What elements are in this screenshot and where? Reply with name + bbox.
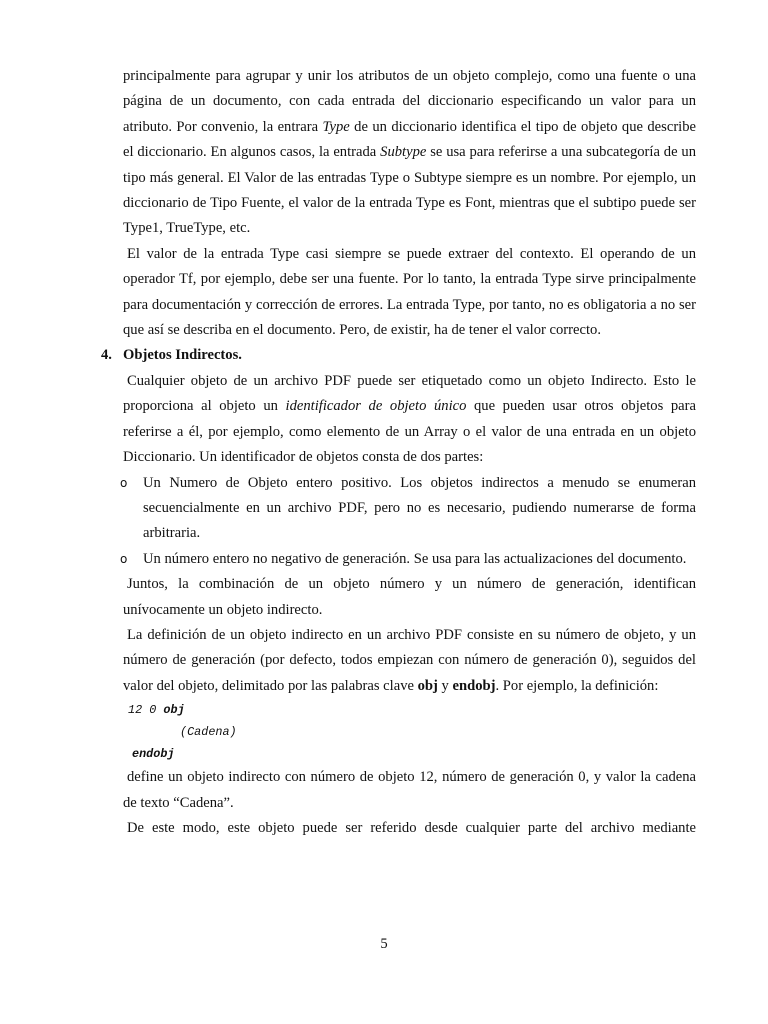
code-example <box>128 699 696 765</box>
code-text: 12 0 <box>128 703 164 718</box>
section-title: Objetos Indirectos. <box>123 347 242 364</box>
list-item-text: Un número entero no negativo de generación. Se usa para las actualizaciones del documento. <box>143 550 687 567</box>
code-text: (Cadena) <box>180 725 237 740</box>
italic-term: Subtype <box>380 144 427 161</box>
text-run: La definición de un objeto indirecto en un archivo PDF consiste en su número de objeto, y un número de generación (por defecto, todos empiezan con número de generación 0), seguidos del valor del objeto, delimitado por las palabras clave <box>123 626 696 694</box>
paragraph-referred: De este modo, este objeto puede ser referido desde cualquier parte del archivo mediante <box>127 819 696 836</box>
bullet-marker: o <box>120 551 128 566</box>
text-run: de un diccionario identifica el tipo de objeto que describe el diccionario. En algunos casos, la entrada <box>123 118 697 161</box>
code-line <box>128 721 696 743</box>
code-keyword: obj <box>163 703 185 718</box>
list-item <box>120 547 696 572</box>
code-line <box>128 743 696 765</box>
section-number: 4. <box>101 347 112 364</box>
bullet-marker: o <box>120 475 128 490</box>
paragraph-combination: Juntos, la combinación de un objeto número y un número de generación, identifican unívocamente un objeto indirecto. <box>123 576 696 618</box>
keyword-endobj: endobj <box>452 677 496 694</box>
text-run: que pueden usar otros objetos para referirse a él, por ejemplo, como elemento de un Array o el valor de una entrada en un objeto Diccionario. Un identificador de objetos consta de dos partes: <box>123 398 696 466</box>
paragraph-indirect-objects <box>123 369 696 471</box>
section-heading <box>101 343 696 368</box>
text-run: . Por ejemplo, la definición: <box>495 677 659 694</box>
paragraph-definition <box>123 623 696 699</box>
italic-term: identificador de objeto único <box>285 398 467 415</box>
keyword-obj: obj <box>417 677 438 694</box>
text-run: y <box>437 677 453 694</box>
list-item-text: Un Numero de Objeto entero positivo. Los objetos indirectos a menudo se enumeran secuencialmente en un archivo PDF, pero no es necesario, pudiendo numerarse de forma arbitraria. <box>143 474 696 542</box>
italic-term: Type <box>322 118 350 135</box>
paragraph-dictionary-types <box>123 64 696 242</box>
text-run: Cualquier objeto de un archivo PDF puede ser etiquetado como un objeto Indirecto. Esto le proporciona al objeto un <box>123 372 696 415</box>
list-item <box>120 471 696 547</box>
text-run: principalmente para agrupar y unir los atributos de un objeto complejo, como una fuente o una página de un documento, con cada entrada del diccionario especificando un valor para un atributo. Por convenio, la entrara <box>123 68 696 135</box>
document-page <box>101 64 697 841</box>
code-keyword: endobj <box>132 747 175 762</box>
paragraph-type-entry: El valor de la entrada Type casi siempre se puede extraer del contexto. El operando de un operador Tf, por ejemplo, debe ser una fuente. Por lo tanto, la entrada Type sirve principalmente para documentación y corrección de errores. La entrada Type, por tanto, no es obligatoria a no ser que así se describa en el documento. Pero, de existir, ha de tener el valor correcto. <box>123 245 696 339</box>
page-number: 5 <box>380 936 388 952</box>
code-line <box>128 699 696 721</box>
paragraph-define: define un objeto indirecto con número de objeto 12, número de generación 0, y valor la cadena de texto “Cadena”. <box>123 769 696 811</box>
text-run: se usa para referirse a una subcategoría de un tipo más general. El Valor de las entradas Type o Subtype siempre es un nombre. Por ejemplo, un diccionario de Tipo Fuente, el valor de la entrada Type es Font, mientras que el subtipo puede ser Type1, TrueType, etc. <box>123 144 696 237</box>
